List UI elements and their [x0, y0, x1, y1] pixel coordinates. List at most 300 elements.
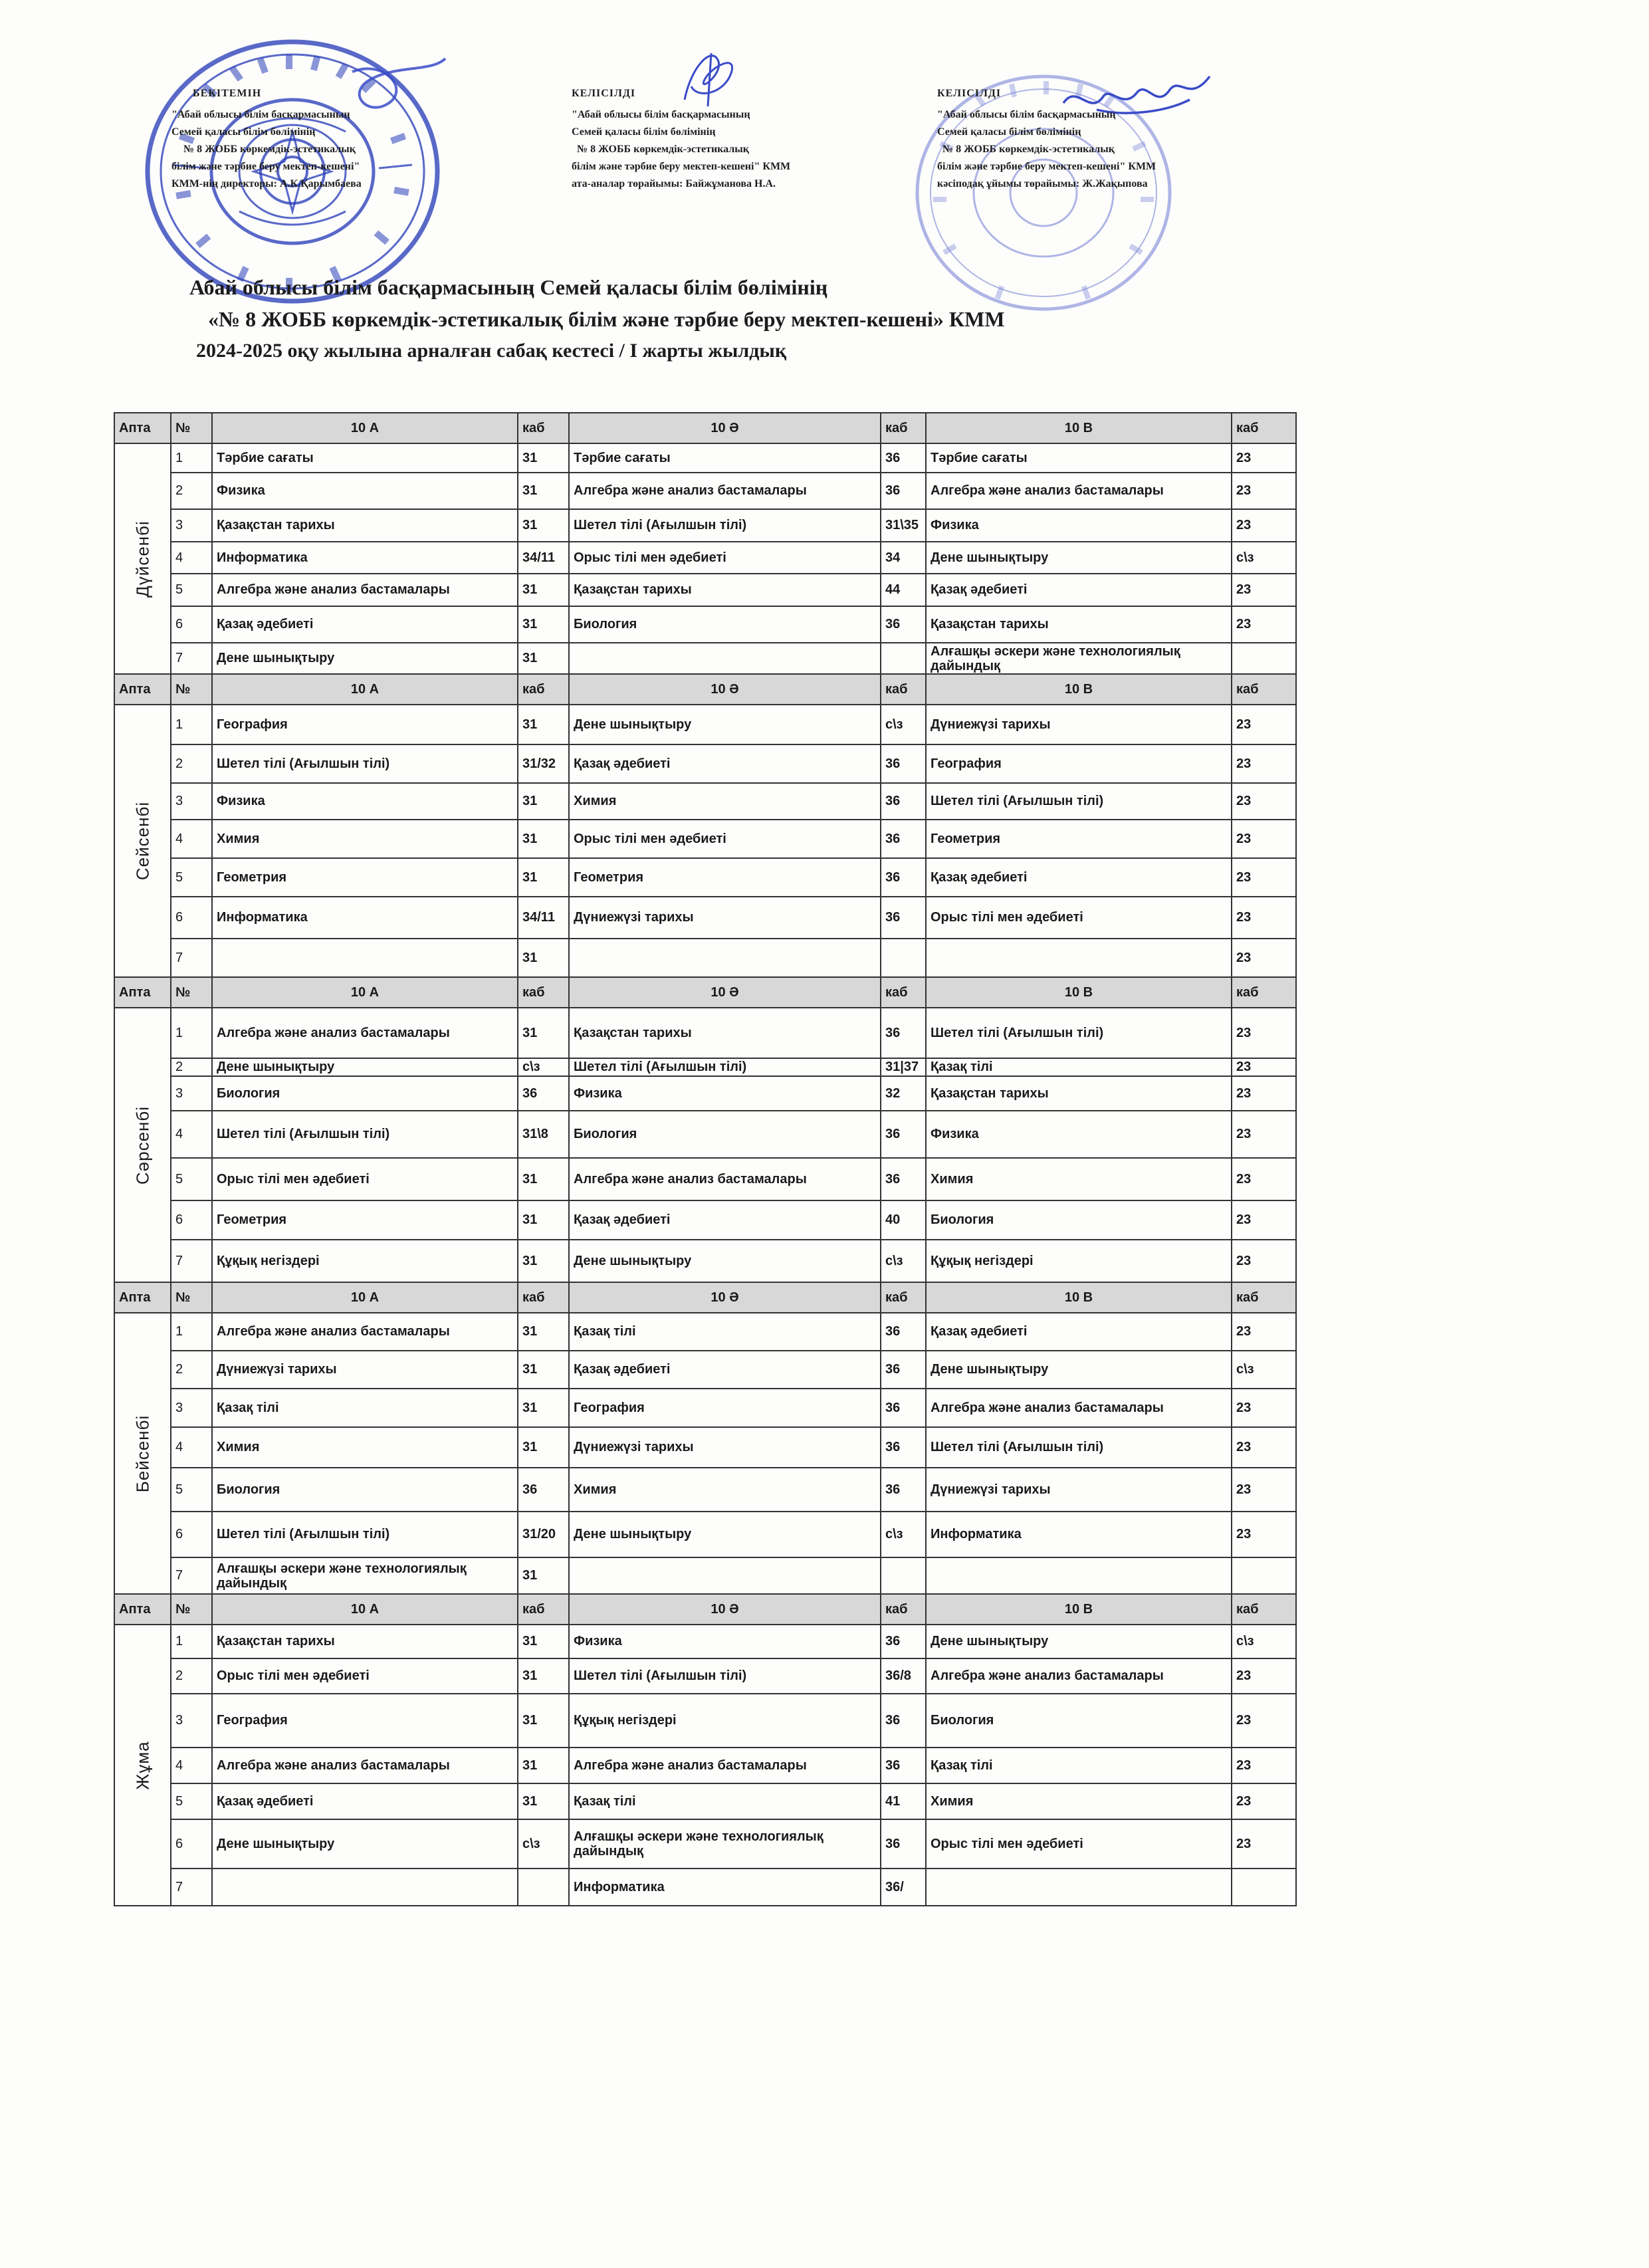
lesson-row — [114, 939, 1296, 977]
lesson-row — [114, 574, 1296, 606]
room-10v: 23 — [1232, 1783, 1296, 1819]
lesson-row — [114, 1468, 1296, 1512]
lesson-number: 6 — [171, 1512, 212, 1557]
subject-10ae: Дүниежүзі тарихы — [569, 897, 881, 939]
subject-10a: Алгебра және анализ бастамалары — [212, 1748, 518, 1783]
day-name: Дүйсенбі — [132, 520, 152, 598]
approval-block-director — [171, 85, 362, 193]
subject-10a: Информатика — [212, 542, 518, 574]
room-10ae: 36 — [881, 1008, 926, 1058]
day-header-row — [114, 1282, 1296, 1313]
header-class-10v: 10 В — [926, 674, 1232, 705]
room-10a: 31 — [518, 1427, 569, 1468]
header-class-10a: 10 А — [212, 1282, 518, 1313]
subject-10a: Қазақстан тарихы — [212, 509, 518, 542]
subject-10a: Шетел тілі (Ағылшын тілі) — [212, 1111, 518, 1158]
lesson-row — [114, 858, 1296, 897]
lesson-number: 6 — [171, 897, 212, 939]
subject-10a — [212, 1869, 518, 1906]
room-10v — [1232, 1557, 1296, 1594]
header-week: Апта — [114, 1594, 171, 1625]
room-10v: 23 — [1232, 1008, 1296, 1058]
subject-10ae: Қазақ әдебиеті — [569, 744, 881, 783]
header-num: № — [171, 413, 212, 443]
lesson-row — [114, 1240, 1296, 1282]
lesson-row — [114, 783, 1296, 820]
room-10ae: 36 — [881, 744, 926, 783]
room-10a: 31 — [518, 820, 569, 858]
room-10a: 31 — [518, 1351, 569, 1389]
subject-10v: Алгебра және анализ бастамалары — [926, 1658, 1232, 1694]
subject-10ae: Қазақстан тарихы — [569, 574, 881, 606]
approval-heading: КЕЛІСІЛДІ — [572, 88, 636, 99]
room-10a: с\з — [518, 1058, 569, 1076]
lesson-number: 6 — [171, 1819, 212, 1869]
subject-10ae: Қазақ әдебиеті — [569, 1351, 881, 1389]
lesson-number: 7 — [171, 1240, 212, 1282]
subject-10a: Физика — [212, 473, 518, 509]
lesson-number: 2 — [171, 1658, 212, 1694]
lesson-row — [114, 1351, 1296, 1389]
room-10ae: 36 — [881, 1819, 926, 1869]
subject-10v — [926, 1557, 1232, 1594]
room-10v: 23 — [1232, 705, 1296, 744]
room-10ae: с\з — [881, 705, 926, 744]
room-10v: 23 — [1232, 473, 1296, 509]
lesson-number: 3 — [171, 509, 212, 542]
subject-10v: Шетел тілі (Ағылшын тілі) — [926, 783, 1232, 820]
room-10v: 23 — [1232, 744, 1296, 783]
room-10ae — [881, 939, 926, 977]
subject-10ae: Дене шынықтыру — [569, 705, 881, 744]
subject-10v: Шетел тілі (Ағылшын тілі) — [926, 1427, 1232, 1468]
room-10ae: 36 — [881, 1625, 926, 1658]
subject-10v: Химия — [926, 1158, 1232, 1200]
header-num: № — [171, 1594, 212, 1625]
room-10a: 31 — [518, 1658, 569, 1694]
subject-10a: Биология — [212, 1468, 518, 1512]
subject-10v: Информатика — [926, 1512, 1232, 1557]
subject-10ae: Шетел тілі (Ағылшын тілі) — [569, 1658, 881, 1694]
subject-10v: Биология — [926, 1200, 1232, 1240]
room-10ae: 36 — [881, 443, 926, 473]
room-10a: 31 — [518, 1240, 569, 1282]
room-10ae: 36 — [881, 897, 926, 939]
subject-10ae: Химия — [569, 1468, 881, 1512]
lesson-number: 5 — [171, 858, 212, 897]
lesson-row — [114, 542, 1296, 574]
lesson-row — [114, 1819, 1296, 1869]
lesson-row — [114, 1658, 1296, 1694]
lesson-row — [114, 1200, 1296, 1240]
subject-10ae: Алгебра және анализ бастамалары — [569, 473, 881, 509]
header-class-10ae: 10 Ә — [569, 674, 881, 705]
room-10a: 31 — [518, 574, 569, 606]
approval-line: КММ-нің директоры: А.К.Қарымбаева — [171, 178, 362, 189]
room-10ae: 36 — [881, 783, 926, 820]
subject-10v: Құқық негіздері — [926, 1240, 1232, 1282]
lesson-number: 5 — [171, 1158, 212, 1200]
room-10v: 23 — [1232, 1076, 1296, 1111]
lesson-row — [114, 509, 1296, 542]
room-10v: 23 — [1232, 1240, 1296, 1282]
subject-10a: Дене шынықтыру — [212, 1058, 518, 1076]
lesson-row — [114, 897, 1296, 939]
subject-10a — [212, 939, 518, 977]
room-10v: 23 — [1232, 858, 1296, 897]
subject-10ae: География — [569, 1389, 881, 1427]
header-room: каб — [518, 674, 569, 705]
day-name-cell — [114, 1625, 171, 1906]
lesson-number: 4 — [171, 820, 212, 858]
room-10a: 31 — [518, 509, 569, 542]
header-room: каб — [881, 413, 926, 443]
room-10v: 23 — [1232, 939, 1296, 977]
lesson-row — [114, 744, 1296, 783]
day-header-row — [114, 413, 1296, 443]
header-class-10v: 10 В — [926, 1282, 1232, 1313]
room-10v: с\з — [1232, 1625, 1296, 1658]
subject-10a: Дүниежүзі тарихы — [212, 1351, 518, 1389]
subject-10v: Дүниежүзі тарихы — [926, 1468, 1232, 1512]
lesson-row — [114, 606, 1296, 643]
subject-10ae: Құқық негіздері — [569, 1694, 881, 1748]
room-10v: 23 — [1232, 1389, 1296, 1427]
header-week: Апта — [114, 1282, 171, 1313]
lesson-row — [114, 1625, 1296, 1658]
header-week: Апта — [114, 977, 171, 1008]
room-10ae: 44 — [881, 574, 926, 606]
room-10ae: 36 — [881, 1427, 926, 1468]
subject-10a: Геометрия — [212, 1200, 518, 1240]
lesson-row — [114, 643, 1296, 674]
approval-line: № 8 ЖОББ көркемдік-эстетикалық — [942, 144, 1115, 155]
room-10v: 23 — [1232, 1512, 1296, 1557]
subject-10v: Алгебра және анализ бастамалары — [926, 473, 1232, 509]
lesson-number: 1 — [171, 705, 212, 744]
room-10a: 31 — [518, 939, 569, 977]
header-class-10ae: 10 Ә — [569, 977, 881, 1008]
header-week: Апта — [114, 413, 171, 443]
approval-line: "Абай облысы білім басқармасының — [572, 109, 750, 120]
room-10a: 31 — [518, 473, 569, 509]
lesson-number: 7 — [171, 1869, 212, 1906]
subject-10a: Қазақ әдебиеті — [212, 1783, 518, 1819]
subject-10a: Қазақстан тарихы — [212, 1625, 518, 1658]
subject-10ae: Дене шынықтыру — [569, 1240, 881, 1282]
lesson-number: 5 — [171, 574, 212, 606]
room-10a: 31 — [518, 606, 569, 643]
approval-line: № 8 ЖОББ көркемдік-эстетикалық — [183, 144, 356, 155]
subject-10ae — [569, 939, 881, 977]
header-class-10ae: 10 Ә — [569, 1282, 881, 1313]
room-10a: 31 — [518, 1389, 569, 1427]
room-10v: 23 — [1232, 1111, 1296, 1158]
lesson-number: 2 — [171, 1058, 212, 1076]
room-10a: 36 — [518, 1076, 569, 1111]
subject-10a: Құқық негіздері — [212, 1240, 518, 1282]
approval-line: білім және тәрбие беру мектеп-кешені" КММ — [937, 161, 1156, 172]
approval-line: "Абай облысы білім басқармасының — [171, 109, 350, 120]
header-class-10ae: 10 Ә — [569, 413, 881, 443]
document-title — [189, 271, 1005, 367]
approval-block-parents — [572, 85, 790, 193]
lesson-number: 5 — [171, 1783, 212, 1819]
room-10v: 23 — [1232, 1058, 1296, 1076]
subject-10v: Тәрбие сағаты — [926, 443, 1232, 473]
lesson-number: 4 — [171, 542, 212, 574]
subject-10ae: Қазақстан тарихы — [569, 1008, 881, 1058]
room-10a: 34/11 — [518, 542, 569, 574]
header-room: каб — [881, 1282, 926, 1313]
approval-line: Семей қаласы білім бөлімінің — [572, 126, 716, 138]
lesson-number: 7 — [171, 939, 212, 977]
room-10ae: 36 — [881, 820, 926, 858]
room-10v: 23 — [1232, 1748, 1296, 1783]
subject-10v: Дене шынықтыру — [926, 542, 1232, 574]
lesson-number: 6 — [171, 606, 212, 643]
subject-10ae: Алгебра және анализ бастамалары — [569, 1748, 881, 1783]
subject-10ae: Шетел тілі (Ағылшын тілі) — [569, 509, 881, 542]
lesson-number: 1 — [171, 1008, 212, 1058]
room-10v: 23 — [1232, 1658, 1296, 1694]
room-10v — [1232, 1869, 1296, 1906]
approval-heading: КЕЛІСІЛДІ — [937, 88, 1002, 99]
room-10ae: с\з — [881, 1240, 926, 1282]
approval-line: Семей қаласы білім бөлімінің — [171, 126, 316, 138]
day-name: Сәрсенбі — [132, 1105, 152, 1185]
approval-line: кәсіподақ ұйымы төрайымы: Ж.Жақыпова — [937, 178, 1148, 189]
room-10v: 23 — [1232, 509, 1296, 542]
day-header-row — [114, 1594, 1296, 1625]
room-10a: 31 — [518, 1313, 569, 1351]
subject-10ae: Информатика — [569, 1869, 881, 1906]
subject-10ae — [569, 643, 881, 674]
header-room: каб — [1232, 1282, 1296, 1313]
room-10a: 31 — [518, 1694, 569, 1748]
subject-10a: География — [212, 1694, 518, 1748]
subject-10ae: Шетел тілі (Ағылшын тілі) — [569, 1058, 881, 1076]
lesson-row — [114, 1158, 1296, 1200]
subject-10ae: Геометрия — [569, 858, 881, 897]
room-10ae: 36 — [881, 473, 926, 509]
room-10v: с\з — [1232, 542, 1296, 574]
room-10v: 23 — [1232, 606, 1296, 643]
room-10a: 34/11 — [518, 897, 569, 939]
subject-10ae — [569, 1557, 881, 1594]
lesson-number: 4 — [171, 1111, 212, 1158]
lesson-row — [114, 1313, 1296, 1351]
lesson-row — [114, 1694, 1296, 1748]
room-10a: 31 — [518, 858, 569, 897]
day-header-row — [114, 977, 1296, 1008]
approval-block-trade-union — [937, 85, 1156, 193]
lesson-row — [114, 1008, 1296, 1058]
room-10a: 31 — [518, 1200, 569, 1240]
lesson-number: 4 — [171, 1427, 212, 1468]
subject-10ae: Қазақ тілі — [569, 1783, 881, 1819]
room-10ae: 36 — [881, 1468, 926, 1512]
room-10v: 23 — [1232, 1158, 1296, 1200]
lesson-number: 3 — [171, 1076, 212, 1111]
subject-10a: Химия — [212, 820, 518, 858]
header-room: каб — [1232, 1594, 1296, 1625]
room-10ae: 36 — [881, 1694, 926, 1748]
subject-10v: География — [926, 744, 1232, 783]
lesson-row — [114, 1389, 1296, 1427]
lesson-number: 1 — [171, 443, 212, 473]
day-name-cell — [114, 705, 171, 977]
subject-10a: Информатика — [212, 897, 518, 939]
subject-10ae: Алғашқы әскери және технологиялық дайындық — [569, 1819, 881, 1869]
header-class-10a: 10 А — [212, 674, 518, 705]
room-10v: 23 — [1232, 1313, 1296, 1351]
room-10ae: 32 — [881, 1076, 926, 1111]
subject-10a: Орыс тілі мен әдебиеті — [212, 1158, 518, 1200]
room-10ae — [881, 1557, 926, 1594]
header-room: каб — [518, 1594, 569, 1625]
subject-10a: Физика — [212, 783, 518, 820]
lesson-row — [114, 473, 1296, 509]
subject-10ae: Алгебра және анализ бастамалары — [569, 1158, 881, 1200]
approval-heading: БЕКІТЕМІН — [193, 88, 262, 99]
lesson-row — [114, 705, 1296, 744]
approval-line: "Абай облысы білім басқармасының — [937, 109, 1116, 120]
header-class-10a: 10 А — [212, 977, 518, 1008]
day-name: Бейсенбі — [132, 1415, 152, 1492]
subject-10a: Тәрбие сағаты — [212, 443, 518, 473]
header-class-10a: 10 А — [212, 413, 518, 443]
room-10ae: 36 — [881, 1351, 926, 1389]
room-10a: 31/20 — [518, 1512, 569, 1557]
header-room: каб — [1232, 413, 1296, 443]
room-10ae: 41 — [881, 1783, 926, 1819]
header-num: № — [171, 977, 212, 1008]
room-10ae — [881, 643, 926, 674]
room-10ae: 40 — [881, 1200, 926, 1240]
day-name-cell — [114, 1313, 171, 1594]
room-10v: 23 — [1232, 1200, 1296, 1240]
subject-10a: Алғашқы әскери және технологиялық дайындық — [212, 1557, 518, 1594]
subject-10ae: Қазақ әдебиеті — [569, 1200, 881, 1240]
lesson-number: 3 — [171, 1389, 212, 1427]
room-10a: 31 — [518, 1783, 569, 1819]
room-10ae: 36 — [881, 1748, 926, 1783]
room-10a: 31 — [518, 1557, 569, 1594]
subject-10ae: Орыс тілі мен әдебиеті — [569, 542, 881, 574]
subject-10a: Шетел тілі (Ағылшын тілі) — [212, 1512, 518, 1557]
header-room: каб — [518, 1282, 569, 1313]
subject-10v: Дүниежүзі тарихы — [926, 705, 1232, 744]
room-10v: 23 — [1232, 1468, 1296, 1512]
room-10a: 36 — [518, 1468, 569, 1512]
room-10ae: 36 — [881, 1111, 926, 1158]
header-class-10ae: 10 Ә — [569, 1594, 881, 1625]
subject-10v: Қазақстан тарихы — [926, 1076, 1232, 1111]
subject-10ae: Биология — [569, 606, 881, 643]
day-header-row — [114, 674, 1296, 705]
room-10ae: 34 — [881, 542, 926, 574]
room-10a: 31 — [518, 443, 569, 473]
room-10ae: 31\35 — [881, 509, 926, 542]
subject-10ae: Биология — [569, 1111, 881, 1158]
day-name-cell — [114, 1008, 171, 1282]
subject-10ae: Тәрбие сағаты — [569, 443, 881, 473]
lesson-row — [114, 1058, 1296, 1076]
subject-10v: Химия — [926, 1783, 1232, 1819]
room-10ae: 36 — [881, 606, 926, 643]
room-10ae: 36 — [881, 1389, 926, 1427]
lesson-row — [114, 443, 1296, 473]
subject-10a: Алгебра және анализ бастамалары — [212, 1008, 518, 1058]
room-10a: 31 — [518, 643, 569, 674]
lesson-number: 2 — [171, 473, 212, 509]
lesson-row — [114, 1076, 1296, 1111]
subject-10a: Дене шынықтыру — [212, 643, 518, 674]
lesson-number: 1 — [171, 1313, 212, 1351]
room-10v: 23 — [1232, 443, 1296, 473]
day-name: Сейсенбі — [132, 801, 152, 881]
subject-10v: Қазақ тілі — [926, 1058, 1232, 1076]
lesson-row — [114, 1111, 1296, 1158]
room-10v: 23 — [1232, 897, 1296, 939]
title-line-2: «№ 8 ЖОББ көркемдік-эстетикалық білім және тәрбие беру мектеп-кешені» КММ — [208, 307, 1005, 331]
room-10ae: 36 — [881, 1313, 926, 1351]
lesson-number: 7 — [171, 1557, 212, 1594]
room-10a: 31 — [518, 1625, 569, 1658]
header-room: каб — [1232, 674, 1296, 705]
room-10a: 31 — [518, 1008, 569, 1058]
room-10a — [518, 1869, 569, 1906]
header-room: каб — [518, 977, 569, 1008]
subject-10ae: Физика — [569, 1625, 881, 1658]
lesson-number: 4 — [171, 1748, 212, 1783]
lesson-row — [114, 1512, 1296, 1557]
lesson-number: 2 — [171, 744, 212, 783]
subject-10a: Биология — [212, 1076, 518, 1111]
subject-10ae: Химия — [569, 783, 881, 820]
lesson-row — [114, 1869, 1296, 1906]
subject-10v: Қазақ әдебиеті — [926, 858, 1232, 897]
approval-line: білім және тәрбие беру мектеп-кешені" КММ — [572, 161, 791, 172]
room-10v — [1232, 643, 1296, 674]
subject-10a: Қазақ тілі — [212, 1389, 518, 1427]
subject-10v: Қазақ тілі — [926, 1748, 1232, 1783]
room-10a: 31/32 — [518, 744, 569, 783]
subject-10a: Геометрия — [212, 858, 518, 897]
room-10a: 31 — [518, 1748, 569, 1783]
header-class-10v: 10 В — [926, 413, 1232, 443]
title-line-1: Абай облысы білім басқармасының Семей қаласы білім бөлімінің — [189, 275, 828, 299]
approval-line: № 8 ЖОББ көркемдік-эстетикалық — [577, 144, 749, 155]
header-room: каб — [881, 977, 926, 1008]
room-10a: 31 — [518, 1158, 569, 1200]
day-name: Жұма — [132, 1740, 152, 1790]
room-10v: 23 — [1232, 1427, 1296, 1468]
subject-10a: Химия — [212, 1427, 518, 1468]
room-10a: 31\8 — [518, 1111, 569, 1158]
room-10ae: 36/8 — [881, 1658, 926, 1694]
header-room: каб — [881, 674, 926, 705]
lesson-number: 3 — [171, 1694, 212, 1748]
lesson-row — [114, 1783, 1296, 1819]
room-10v: 23 — [1232, 783, 1296, 820]
lesson-number: 2 — [171, 1351, 212, 1389]
room-10v: 23 — [1232, 574, 1296, 606]
lesson-number: 7 — [171, 643, 212, 674]
room-10ae: с\з — [881, 1512, 926, 1557]
subject-10a: Орыс тілі мен әдебиеті — [212, 1658, 518, 1694]
